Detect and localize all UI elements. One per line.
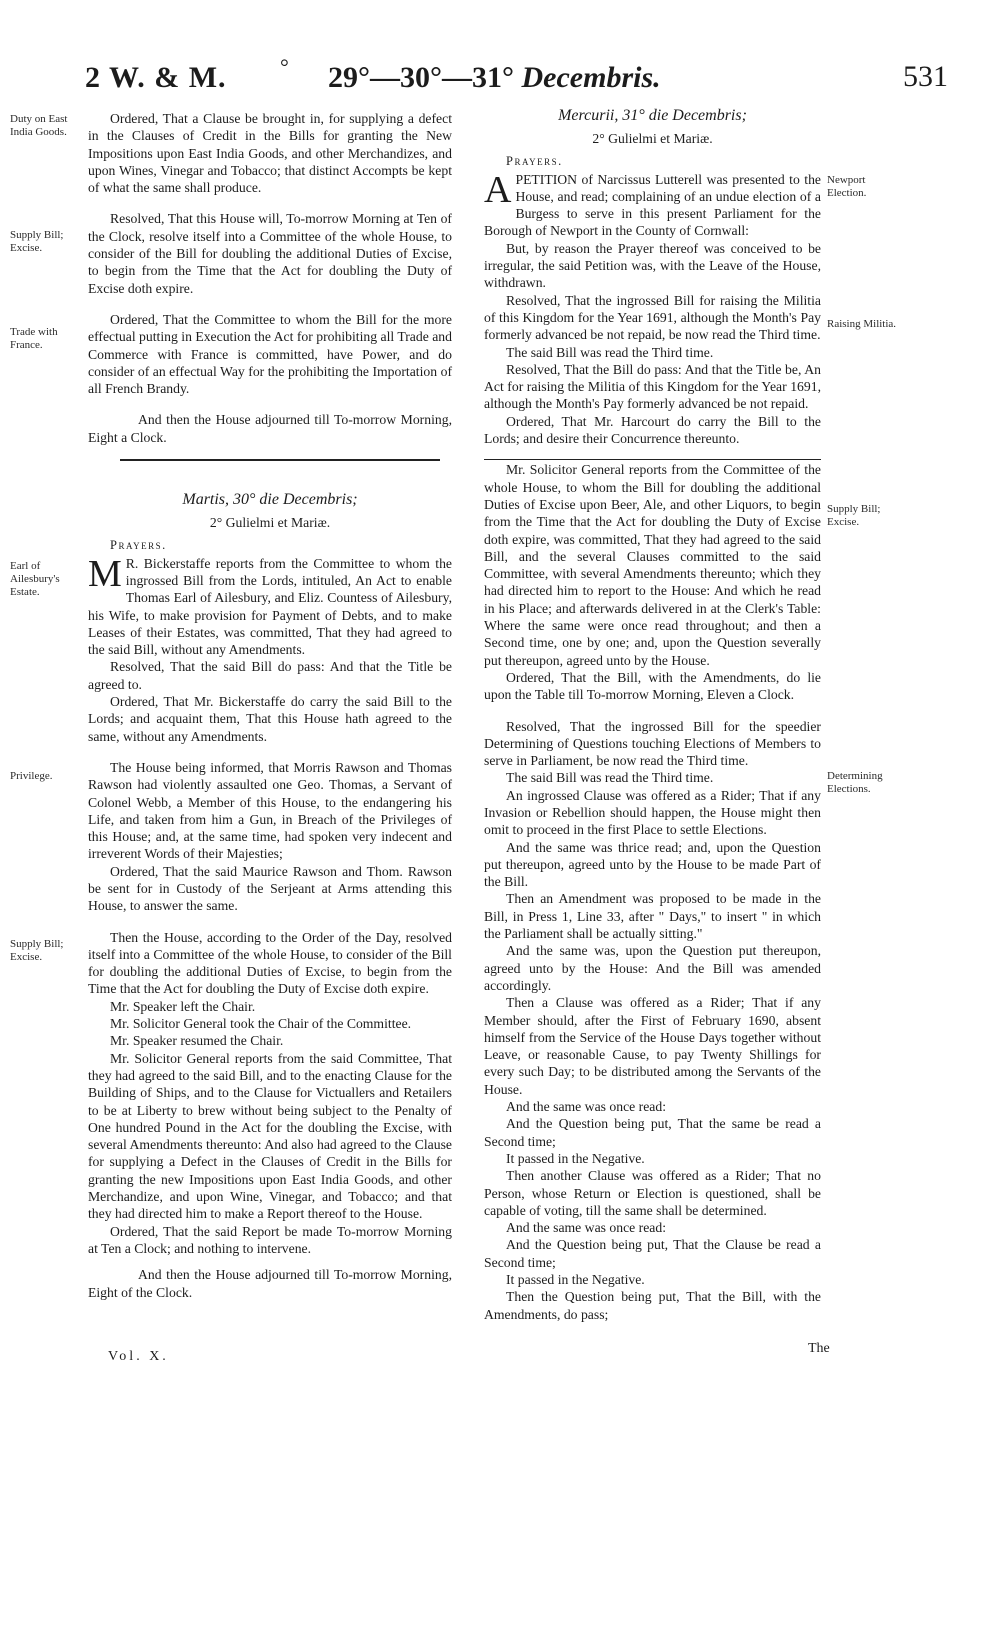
entry-militia: Resolved, That the ingrossed Bill for raising the Militia of this Kingdom for the Year 1691, although the Month's Pay formerly advanced be not repaid, be now read the Third time.: [484, 292, 821, 343]
entry-speaker-resumed: Mr. Speaker resumed the Chair.: [110, 1033, 284, 1049]
margin-note-elections: Determining Elections.: [827, 770, 883, 795]
catchword: The: [808, 1341, 830, 1356]
dropcap-a: A: [484, 168, 512, 211]
entry-ailesbury: [88, 552, 452, 659]
margin-note-supply-2: Supply Bill; Excise.: [10, 938, 64, 963]
entry-custody: Ordered, That the said Maurice Rawson and Thom. Rawson be sent for in Custody of the Serjeant at Arms attending this House, to answer the same.: [88, 863, 452, 914]
entry-supply-resolved: Resolved, That this House will, To-morrow Morning at Ten of the Clock, resolve itself into a Committee of the whole House, to consider of the Bill for doubling the additional Duties of Excise, to begin from the Time that the Act for doubling the Duty of Excise doth expire.: [88, 211, 452, 296]
right-column: [484, 106, 821, 1323]
day-heading-mercurii: Mercurii, 31° die Decembris;: [558, 107, 747, 124]
entry-final-question: Then the Question being put, That the Bill, with the Amendments, do pass;: [484, 1289, 821, 1322]
header-mark: °: [280, 54, 289, 79]
entry-elections: Resolved, That the ingrossed Bill for the speedier Determining of Questions touching Elections of Members to serve in Parliament, be now read the Third time.: [484, 718, 821, 769]
entry-withdrawn: But, by reason the Prayer thereof was conceived to be irregular, the said Petition was, with the Leave of the House, withdrawn.: [484, 240, 821, 291]
entry-third-reading-1: The said Bill was read the Third time.: [506, 344, 714, 360]
header-reign: 2 W. & M.: [85, 61, 227, 94]
entry-question-2: And the Question being put, That the Clause be read a Second time;: [484, 1237, 821, 1270]
entry-report: Mr. Solicitor General reports from the said Committee, That they had agreed to the said Bill, and to the enacting Clause for the Building of Ships, and to the Clause for Victuallers and Retailers to be at Liberty to brew without being subject to the Penalty of One hundred Pound in the Act for the doubling the Excise, with several Amendments thereunto: And also had agreed to the Clause for supplying a Defect in the Clauses of Credit in the Bills for granting the new Impositions upon East India Goods, and other Merchandize, and upon Wine, Vinegar, and Tobacco; and that they had directed him to make a Report thereof to the House.: [88, 1050, 452, 1222]
entry-lie-on-table: Ordered, That the Bill, with the Amendments, do lie upon the Table till To-morrow Morning, Eleven a Clock.: [484, 669, 821, 703]
entry-harcourt: Ordered, That Mr. Harcourt do carry the Bill to the Lords; and desire their Concurrence thereunto.: [484, 413, 821, 447]
margin-note-militia: Raising Militia.: [827, 318, 897, 330]
entry-solicitor-report: Mr. Solicitor General reports from the Committee of the whole House, to whom the Bill for doubling the additional Duties of Excise upon Beer, Ale, and other Liquors, to begin from the Time that the Act for doubling the Duty of Excise doth expire, was committed, That they had agreed to the said Bill, and the several Clauses committed to the said Committee, with several Amendments thereunto; which they had directed him to report to the House: And which he read in his Place; and afterwards delivered in at the Clerk's Table: Where the same were once read throughout; and then a Second time, one by one; and, upon the Question severally put thereupon, agreed unto by the House.: [484, 462, 821, 668]
entry-adjourn-1: And then the House adjourned till To-morrow Morning, Eight a Clock.: [88, 412, 452, 445]
entry-ordered-lords: Ordered, That Mr. Bickerstaffe do carry the said Bill to the Lords; and acquaint them, That this House hath agreed to the same, without any Amendments.: [88, 694, 452, 744]
margin-note-ailesbury: Earl of Ailesbury's Estate.: [10, 560, 60, 598]
day-heading-martis: Martis, 30° die Decembris;: [182, 491, 358, 509]
entry-speaker-left: Mr. Speaker left the Chair.: [110, 998, 256, 1014]
entry-ailesbury-text: R. Bickerstaffe reports from the Committee to whom the ingrossed Bill from the Lords, intituled, An Act to enable Thomas Earl of Ailesbury, and Eliz. Countess of Ailesbury, his Wife, to make provision for Payment of Debts, and to make Leases of their Estates, was committed, That they had agreed to the said Bill, without any Amendments.: [88, 555, 452, 658]
entry-resolved-pass: Resolved, That the said Bill do pass: And that the Title be agreed to.: [88, 659, 452, 692]
reign-line-martis: 2° Gulielmi et Mariæ.: [209, 515, 331, 531]
entry-report-order: Ordered, That the said Report be made To-morrow Morning at Ten a Clock; and nothing to intervene.: [88, 1223, 452, 1256]
entry-adjourn-2: And then the House adjourned till To-morrow Morning, Eight of the Clock.: [88, 1267, 452, 1300]
entry-amendment: Then an Amendment was proposed to be made in the Bill, in Press 1, Line 33, after " Days," to insert " in which the Parliament shall be actually sitting.": [484, 891, 821, 942]
entry-france-ordered: Ordered, That the Committee to whom the Bill for the more effectual putting in Execution the Act for prohibiting all Trade and Commerce with France is committed, have Power, and do consider of an effectual Way for the prohibiting the Importation of all French Brandy.: [88, 311, 452, 397]
entry-rider-3: Then another Clause was offered as a Rider; That no Person, whose Return or Election is questioned, shall be capable of voting, till the same shall be determined.: [484, 1168, 821, 1218]
header-dates: [328, 61, 661, 95]
entry-thrice-read: And the same was thrice read; and, upon the Question put thereupon, agreed unto by the House to be made Part of the Bill.: [484, 839, 821, 890]
entry-petition-text: PETITION of Narcissus Lutterell was presented to the House, and read; complaining of an undue election of a Burgess to serve in this present Parliament for the Borough of Newport in the County of Cornwall:: [484, 171, 821, 239]
entry-rider-2: Then a Clause was offered as a Rider; That if any Member should, after the First of February 1690, absent himself from the Service of the House Days together without Leave, or reasonable Cause, to pay Twenty Shillings for every such Day; to be distributed among the Servants of the House.: [484, 995, 821, 1097]
entry-east-india: Ordered, That a Clause be brought in, for supplying a defect in the Clauses of Credit in the Bills for granting the New Impositions upon East India Goods, and other Merchandizes, and upon Wines, Vinegar and Tobacco; that distinct Accompts be kept of what the same shall produce.: [88, 111, 452, 196]
margin-note-supply-1: Supply Bill; Excise.: [10, 229, 64, 254]
entry-petition: [484, 168, 821, 240]
margin-note-supply-3: Supply Bill; Excise.: [827, 503, 881, 528]
margin-note-privilege: Privilege.: [10, 770, 53, 782]
prayers-martis: Prayers.: [110, 538, 167, 553]
entry-rider-1: An ingrossed Clause was offered as a Rider; That if any Invasion or Rebellion should happen, the House might then omit to proceed in the first Place to settle Elections.: [484, 787, 821, 838]
margin-note-newport: Newport Election.: [827, 174, 867, 199]
entry-question-1: And the Question being put, That the same be read a Second time;: [484, 1116, 821, 1149]
volume-label: Vol. X.: [108, 1349, 169, 1364]
entry-negative-1: It passed in the Negative.: [506, 1150, 645, 1166]
entry-third-reading-2: The said Bill was read the Third time.: [506, 770, 714, 786]
margin-note-france: Trade with France.: [10, 326, 58, 351]
entry-privilege: The House being informed, that Morris Rawson and Thomas Rawson had violently assaulted one Geo. Thomas, a Servant of Colonel Webb, a Member of this House, to the endangering his Life, and taken from him a Gun, in Breach of the Privileges of this House; and, at the same time, had spoken very indecent and irreverent Words of their Majesties;: [88, 759, 452, 862]
header-dates-text: 29°—30°—31°: [328, 61, 522, 94]
entry-solicitor-chair: Mr. Solicitor General took the Chair of the Committee.: [110, 1016, 412, 1032]
margin-note-east-india: Duty on East India Goods.: [10, 113, 68, 138]
entry-amended: And the same was, upon the Question put thereupon, agreed unto by the House: And the Bill was amended accordingly.: [484, 943, 821, 993]
left-column: [88, 110, 452, 1301]
entry-once-read-1: And the same was once read:: [506, 1099, 667, 1115]
entry-committee: Then the House, according to the Order of the Day, resolved itself into a Committee of the whole House, to consider of the Bill for doubling the additional Duties of Excise, to begin from the Time that the Act for doubling the Duty of Excise doth expire.: [88, 929, 452, 997]
entry-once-read-2: And the same was once read:: [506, 1220, 667, 1236]
dropcap-m: M: [88, 552, 122, 595]
reign-line-mercurii: 2° Gulielmi et Mariæ.: [592, 131, 713, 146]
prayers-mercurii: Prayers.: [506, 154, 563, 169]
header-month: Decembris.: [521, 61, 661, 94]
entry-militia-pass: Resolved, That the Bill do pass: And that the Title be, An Act for raising the Militia of this Kingdom for the Year 1691, although the Month's Pay formerly advanced be not repaid.: [484, 361, 821, 412]
entry-negative-2: It passed in the Negative.: [506, 1272, 645, 1287]
page-number: 531: [903, 60, 948, 93]
